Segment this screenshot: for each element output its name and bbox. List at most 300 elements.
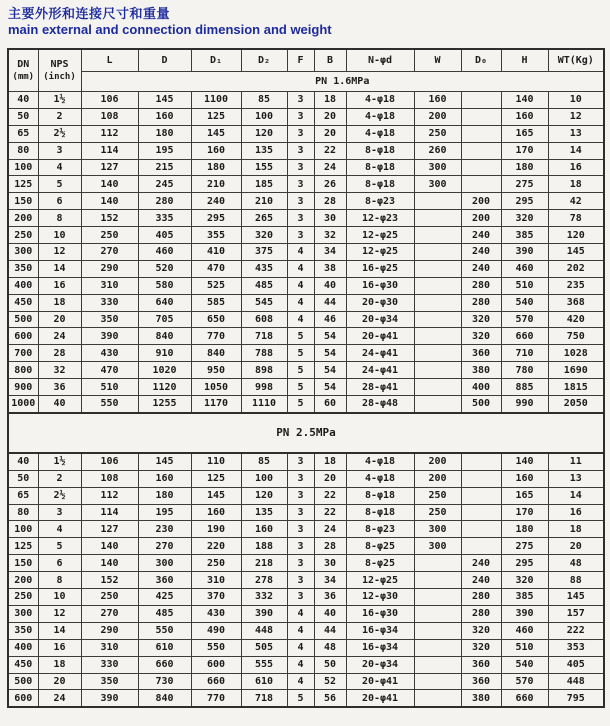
- table-cell: 100: [241, 470, 287, 487]
- table-cell: 335: [138, 210, 191, 227]
- table-cell: 6: [38, 193, 81, 210]
- table-cell: 3: [287, 470, 314, 487]
- table-cell: 280: [461, 605, 501, 622]
- table-cell: 585: [191, 294, 241, 311]
- table-cell: [461, 142, 501, 159]
- table-cell: 718: [241, 328, 287, 345]
- col-header-dn-unit: (mm): [12, 71, 35, 82]
- table-cell: 20: [314, 470, 346, 487]
- table-cell: 385: [501, 589, 548, 606]
- table-row: [8, 555, 604, 572]
- table-cell: 160: [501, 108, 548, 125]
- table-cell: [461, 108, 501, 125]
- table-cell: 360: [138, 572, 191, 589]
- table-cell: 114: [81, 504, 138, 521]
- table-cell: 1815: [548, 379, 604, 396]
- table-cell: 660: [138, 656, 191, 673]
- table-cell: 40: [8, 92, 38, 109]
- table-row: [8, 125, 604, 142]
- table-cell: 8: [38, 210, 81, 227]
- table-cell: 16: [548, 159, 604, 176]
- table-cell: 460: [501, 622, 548, 639]
- table-cell: 400: [8, 277, 38, 294]
- table-cell: 350: [81, 311, 138, 328]
- table-cell: 120: [241, 125, 287, 142]
- table-cell: 998: [241, 379, 287, 396]
- table-cell: 152: [81, 210, 138, 227]
- table-cell: 5: [287, 328, 314, 345]
- table-cell: 310: [191, 572, 241, 589]
- table-cell: 460: [138, 244, 191, 261]
- table-cell: 435: [241, 260, 287, 277]
- table-cell: 3: [287, 487, 314, 504]
- table-cell: [414, 555, 461, 572]
- table-cell: 1½: [38, 92, 81, 109]
- table-cell: 4: [287, 244, 314, 261]
- table-cell: 360: [461, 345, 501, 362]
- table-cell: 8-φ25: [346, 538, 414, 555]
- table-cell: 32: [314, 227, 346, 244]
- table-cell: 5: [287, 690, 314, 707]
- table-cell: 3: [287, 159, 314, 176]
- table-cell: 425: [138, 589, 191, 606]
- table-cell: 20: [38, 673, 81, 690]
- table-cell: 295: [191, 210, 241, 227]
- table-cell: 270: [81, 244, 138, 261]
- table-cell: 550: [138, 622, 191, 639]
- table-cell: 188: [241, 538, 287, 555]
- table-cell: 145: [191, 487, 241, 504]
- table-cell: 65: [8, 487, 38, 504]
- table-cell: 190: [191, 521, 241, 538]
- table-cell: 788: [241, 345, 287, 362]
- table-cell: 16: [38, 277, 81, 294]
- table-cell: 195: [138, 504, 191, 521]
- table-row: [8, 504, 604, 521]
- table-row: [8, 521, 604, 538]
- table-cell: 24: [314, 521, 346, 538]
- table-cell: 16-φ34: [346, 639, 414, 656]
- table-cell: 353: [548, 639, 604, 656]
- table-cell: 26: [314, 176, 346, 193]
- table-cell: 660: [501, 328, 548, 345]
- table-cell: 18: [548, 176, 604, 193]
- table-cell: 8-φ18: [346, 504, 414, 521]
- table-cell: [414, 379, 461, 396]
- table-cell: 320: [241, 227, 287, 244]
- table-cell: 900: [8, 379, 38, 396]
- table-cell: 20: [314, 125, 346, 142]
- table-cell: 260: [414, 142, 461, 159]
- table-cell: 1020: [138, 362, 191, 379]
- table-cell: 278: [241, 572, 287, 589]
- section-band-row: [8, 413, 604, 453]
- table-cell: 220: [191, 538, 241, 555]
- table-cell: 165: [501, 125, 548, 142]
- table-cell: 650: [191, 311, 241, 328]
- table-cell: 1110: [241, 396, 287, 413]
- col-header-f: F: [287, 49, 314, 72]
- table-cell: [414, 690, 461, 707]
- table-cell: 885: [501, 379, 548, 396]
- table-cell: 430: [191, 605, 241, 622]
- table-cell: 202: [548, 260, 604, 277]
- table-row: [8, 589, 604, 606]
- table-cell: 48: [548, 555, 604, 572]
- table-cell: [414, 396, 461, 413]
- col-header-l: L: [81, 49, 138, 72]
- table-cell: [461, 538, 501, 555]
- table-cell: [414, 622, 461, 639]
- table-cell: 16-φ30: [346, 605, 414, 622]
- table-cell: 34: [314, 244, 346, 261]
- table-cell: 4-φ18: [346, 125, 414, 142]
- table-cell: 125: [191, 470, 241, 487]
- table-cell: 24: [38, 328, 81, 345]
- table-cell: 310: [81, 277, 138, 294]
- table-cell: 570: [501, 311, 548, 328]
- table-cell: 525: [191, 277, 241, 294]
- table-cell: 85: [241, 92, 287, 109]
- table-cell: 950: [191, 362, 241, 379]
- table-cell: 510: [81, 379, 138, 396]
- table-cell: 20-φ41: [346, 673, 414, 690]
- table-cell: 40: [8, 453, 38, 470]
- table-cell: 550: [81, 396, 138, 413]
- table-cell: 210: [241, 193, 287, 210]
- table-cell: 3: [287, 538, 314, 555]
- table-cell: 770: [191, 328, 241, 345]
- table-cell: 3: [287, 521, 314, 538]
- table-cell: 42: [548, 193, 604, 210]
- table-cell: 8-φ18: [346, 142, 414, 159]
- table-cell: 718: [241, 690, 287, 707]
- table-cell: 3: [38, 504, 81, 521]
- table-cell: 195: [138, 142, 191, 159]
- table-cell: 1100: [191, 92, 241, 109]
- table-cell: 32: [38, 362, 81, 379]
- table-cell: 290: [81, 260, 138, 277]
- table-cell: 65: [8, 125, 38, 142]
- table-cell: 140: [81, 538, 138, 555]
- table-cell: 300: [414, 521, 461, 538]
- table-cell: 300: [8, 244, 38, 261]
- table-cell: 320: [501, 572, 548, 589]
- table-cell: 145: [548, 589, 604, 606]
- table-cell: 240: [461, 244, 501, 261]
- table-cell: 320: [461, 639, 501, 656]
- table-row: [8, 227, 604, 244]
- table-cell: 235: [548, 277, 604, 294]
- table-cell: 600: [8, 328, 38, 345]
- table-cell: 140: [81, 555, 138, 572]
- table-cell: 350: [8, 622, 38, 639]
- table-cell: 20-φ30: [346, 294, 414, 311]
- table-cell: 1028: [548, 345, 604, 362]
- table-cell: 4: [287, 311, 314, 328]
- table-cell: [414, 294, 461, 311]
- table-cell: 600: [8, 690, 38, 707]
- table-cell: 510: [501, 277, 548, 294]
- table-cell: 24-φ41: [346, 345, 414, 362]
- table-row: [8, 260, 604, 277]
- table-cell: 108: [81, 108, 138, 125]
- table-cell: 290: [81, 622, 138, 639]
- table-cell: 127: [81, 159, 138, 176]
- table-cell: 4: [287, 294, 314, 311]
- table-cell: 430: [81, 345, 138, 362]
- table-cell: 250: [8, 227, 38, 244]
- table-cell: 280: [138, 193, 191, 210]
- table-cell: 3: [287, 555, 314, 572]
- dimension-table: [7, 48, 605, 708]
- table-cell: 320: [501, 210, 548, 227]
- dimension-table-wrap: [7, 48, 605, 708]
- table-cell: 22: [314, 142, 346, 159]
- table-cell: 4: [38, 159, 81, 176]
- col-header-b: B: [314, 49, 346, 72]
- table-cell: 110: [191, 453, 241, 470]
- table-cell: 60: [314, 396, 346, 413]
- table-cell: 4-φ18: [346, 92, 414, 109]
- table-cell: 56: [314, 690, 346, 707]
- table-cell: 500: [8, 673, 38, 690]
- table-row: [8, 656, 604, 673]
- table-cell: 180: [191, 159, 241, 176]
- table-cell: [414, 193, 461, 210]
- table-cell: 390: [241, 605, 287, 622]
- table-cell: 106: [81, 453, 138, 470]
- table-row: [8, 345, 604, 362]
- table-cell: 10: [38, 227, 81, 244]
- table-cell: 250: [414, 504, 461, 521]
- table-cell: [461, 453, 501, 470]
- table-cell: 44: [314, 294, 346, 311]
- table-cell: 610: [138, 639, 191, 656]
- table-cell: 78: [548, 210, 604, 227]
- table-cell: 120: [241, 487, 287, 504]
- table-cell: 5: [38, 538, 81, 555]
- table-body: [8, 92, 604, 708]
- table-cell: 390: [501, 244, 548, 261]
- section-label-pn16: PN 1.6MPa: [81, 72, 604, 92]
- section-band-pn16: [8, 72, 604, 92]
- col-header-dn: [8, 49, 38, 92]
- table-cell: 200: [414, 470, 461, 487]
- table-cell: [414, 589, 461, 606]
- table-cell: 180: [501, 159, 548, 176]
- table-cell: 24: [314, 159, 346, 176]
- table-cell: 5: [38, 176, 81, 193]
- table-cell: 150: [8, 193, 38, 210]
- table-cell: 218: [241, 555, 287, 572]
- table-cell: 145: [548, 244, 604, 261]
- col-header-d2: D₂: [241, 49, 287, 72]
- table-cell: 8-φ25: [346, 555, 414, 572]
- table-cell: 4: [287, 656, 314, 673]
- table-cell: 16: [38, 639, 81, 656]
- table-cell: 140: [81, 176, 138, 193]
- table-cell: 160: [191, 142, 241, 159]
- table-cell: 135: [241, 504, 287, 521]
- table-cell: 640: [138, 294, 191, 311]
- table-cell: 250: [81, 589, 138, 606]
- table-cell: [461, 159, 501, 176]
- col-header-wt: WT(Kg): [548, 49, 604, 72]
- table-cell: 3: [287, 504, 314, 521]
- table-cell: 355: [191, 227, 241, 244]
- table-row: [8, 673, 604, 690]
- table-cell: 112: [81, 125, 138, 142]
- table-cell: 3: [287, 176, 314, 193]
- table-cell: [414, 311, 461, 328]
- table-cell: 400: [461, 379, 501, 396]
- table-cell: 1050: [191, 379, 241, 396]
- table-cell: 54: [314, 345, 346, 362]
- table-cell: 152: [81, 572, 138, 589]
- table-cell: 368: [548, 294, 604, 311]
- table-cell: 28-φ48: [346, 396, 414, 413]
- table-cell: 4: [287, 260, 314, 277]
- table-cell: 120: [548, 227, 604, 244]
- table-cell: 700: [8, 345, 38, 362]
- table-cell: 800: [8, 362, 38, 379]
- table-cell: 332: [241, 589, 287, 606]
- table-cell: 8-φ18: [346, 176, 414, 193]
- table-cell: 505: [241, 639, 287, 656]
- table-cell: 510: [501, 639, 548, 656]
- table-cell: 3: [287, 193, 314, 210]
- table-cell: 36: [314, 589, 346, 606]
- table-cell: 3: [287, 210, 314, 227]
- table-cell: 8: [38, 572, 81, 589]
- table-cell: 127: [81, 521, 138, 538]
- table-cell: 28: [314, 538, 346, 555]
- table-cell: 28: [38, 345, 81, 362]
- table-cell: 28-φ41: [346, 379, 414, 396]
- table-cell: 145: [138, 453, 191, 470]
- table-cell: 1½: [38, 453, 81, 470]
- table-cell: 5: [287, 396, 314, 413]
- table-cell: 125: [8, 176, 38, 193]
- table-cell: 22: [314, 487, 346, 504]
- table-cell: 155: [241, 159, 287, 176]
- table-cell: 200: [8, 572, 38, 589]
- table-cell: 16: [548, 504, 604, 521]
- table-cell: [414, 328, 461, 345]
- table-row: [8, 470, 604, 487]
- table-cell: 24: [38, 690, 81, 707]
- table-cell: 3: [287, 92, 314, 109]
- table-cell: 125: [191, 108, 241, 125]
- table-cell: 390: [81, 328, 138, 345]
- table-cell: 390: [501, 605, 548, 622]
- table-cell: 36: [38, 379, 81, 396]
- table-cell: 50: [314, 656, 346, 673]
- table-cell: 405: [548, 656, 604, 673]
- table-cell: 448: [548, 673, 604, 690]
- table-cell: 448: [241, 622, 287, 639]
- section-label: PN 2.5MPa: [8, 413, 604, 453]
- col-header-nps-label: NPS: [50, 59, 69, 70]
- table-cell: 180: [501, 521, 548, 538]
- table-row: [8, 193, 604, 210]
- table-cell: 160: [138, 108, 191, 125]
- table-cell: 112: [81, 487, 138, 504]
- table-cell: 12-φ23: [346, 210, 414, 227]
- table-cell: 14: [38, 260, 81, 277]
- table-cell: 80: [8, 504, 38, 521]
- table-cell: 180: [138, 487, 191, 504]
- table-cell: 280: [461, 589, 501, 606]
- table-cell: 157: [548, 605, 604, 622]
- table-cell: 710: [501, 345, 548, 362]
- table-cell: 5: [287, 379, 314, 396]
- table-cell: 140: [501, 453, 548, 470]
- table-cell: 840: [191, 345, 241, 362]
- table-cell: 240: [461, 555, 501, 572]
- table-cell: 360: [461, 673, 501, 690]
- table-cell: 270: [81, 605, 138, 622]
- table-cell: 54: [314, 328, 346, 345]
- table-cell: 2050: [548, 396, 604, 413]
- table-cell: 320: [461, 311, 501, 328]
- table-row: [8, 176, 604, 193]
- table-cell: 13: [548, 470, 604, 487]
- table-row: [8, 244, 604, 261]
- table-cell: 540: [501, 294, 548, 311]
- table-cell: 2½: [38, 125, 81, 142]
- table-cell: 40: [314, 277, 346, 294]
- table-cell: 135: [241, 142, 287, 159]
- table-cell: 24-φ41: [346, 362, 414, 379]
- table-cell: 18: [314, 92, 346, 109]
- table-cell: 300: [414, 159, 461, 176]
- table-cell: 11: [548, 453, 604, 470]
- table-cell: [414, 605, 461, 622]
- table-cell: 450: [8, 656, 38, 673]
- table-cell: 1170: [191, 396, 241, 413]
- table-cell: 170: [501, 504, 548, 521]
- table-cell: 28: [314, 193, 346, 210]
- table-cell: 240: [461, 572, 501, 589]
- table-cell: [414, 260, 461, 277]
- table-cell: 14: [38, 622, 81, 639]
- table-cell: 320: [461, 622, 501, 639]
- table-cell: 114: [81, 142, 138, 159]
- table-cell: 330: [81, 294, 138, 311]
- table-cell: 370: [191, 589, 241, 606]
- table-cell: [414, 362, 461, 379]
- table-cell: 230: [138, 521, 191, 538]
- table-row: [8, 142, 604, 159]
- table-cell: 470: [191, 260, 241, 277]
- table-cell: 840: [138, 328, 191, 345]
- table-cell: 20: [38, 311, 81, 328]
- table-cell: 4-φ18: [346, 453, 414, 470]
- table-cell: 405: [138, 227, 191, 244]
- table-cell: 18: [38, 656, 81, 673]
- table-cell: 2: [38, 470, 81, 487]
- table-cell: 320: [461, 328, 501, 345]
- table-cell: 610: [241, 673, 287, 690]
- table-cell: 2½: [38, 487, 81, 504]
- header-row: [8, 49, 604, 72]
- table-cell: 245: [138, 176, 191, 193]
- table-cell: 385: [501, 227, 548, 244]
- table-cell: 52: [314, 673, 346, 690]
- table-cell: 160: [414, 92, 461, 109]
